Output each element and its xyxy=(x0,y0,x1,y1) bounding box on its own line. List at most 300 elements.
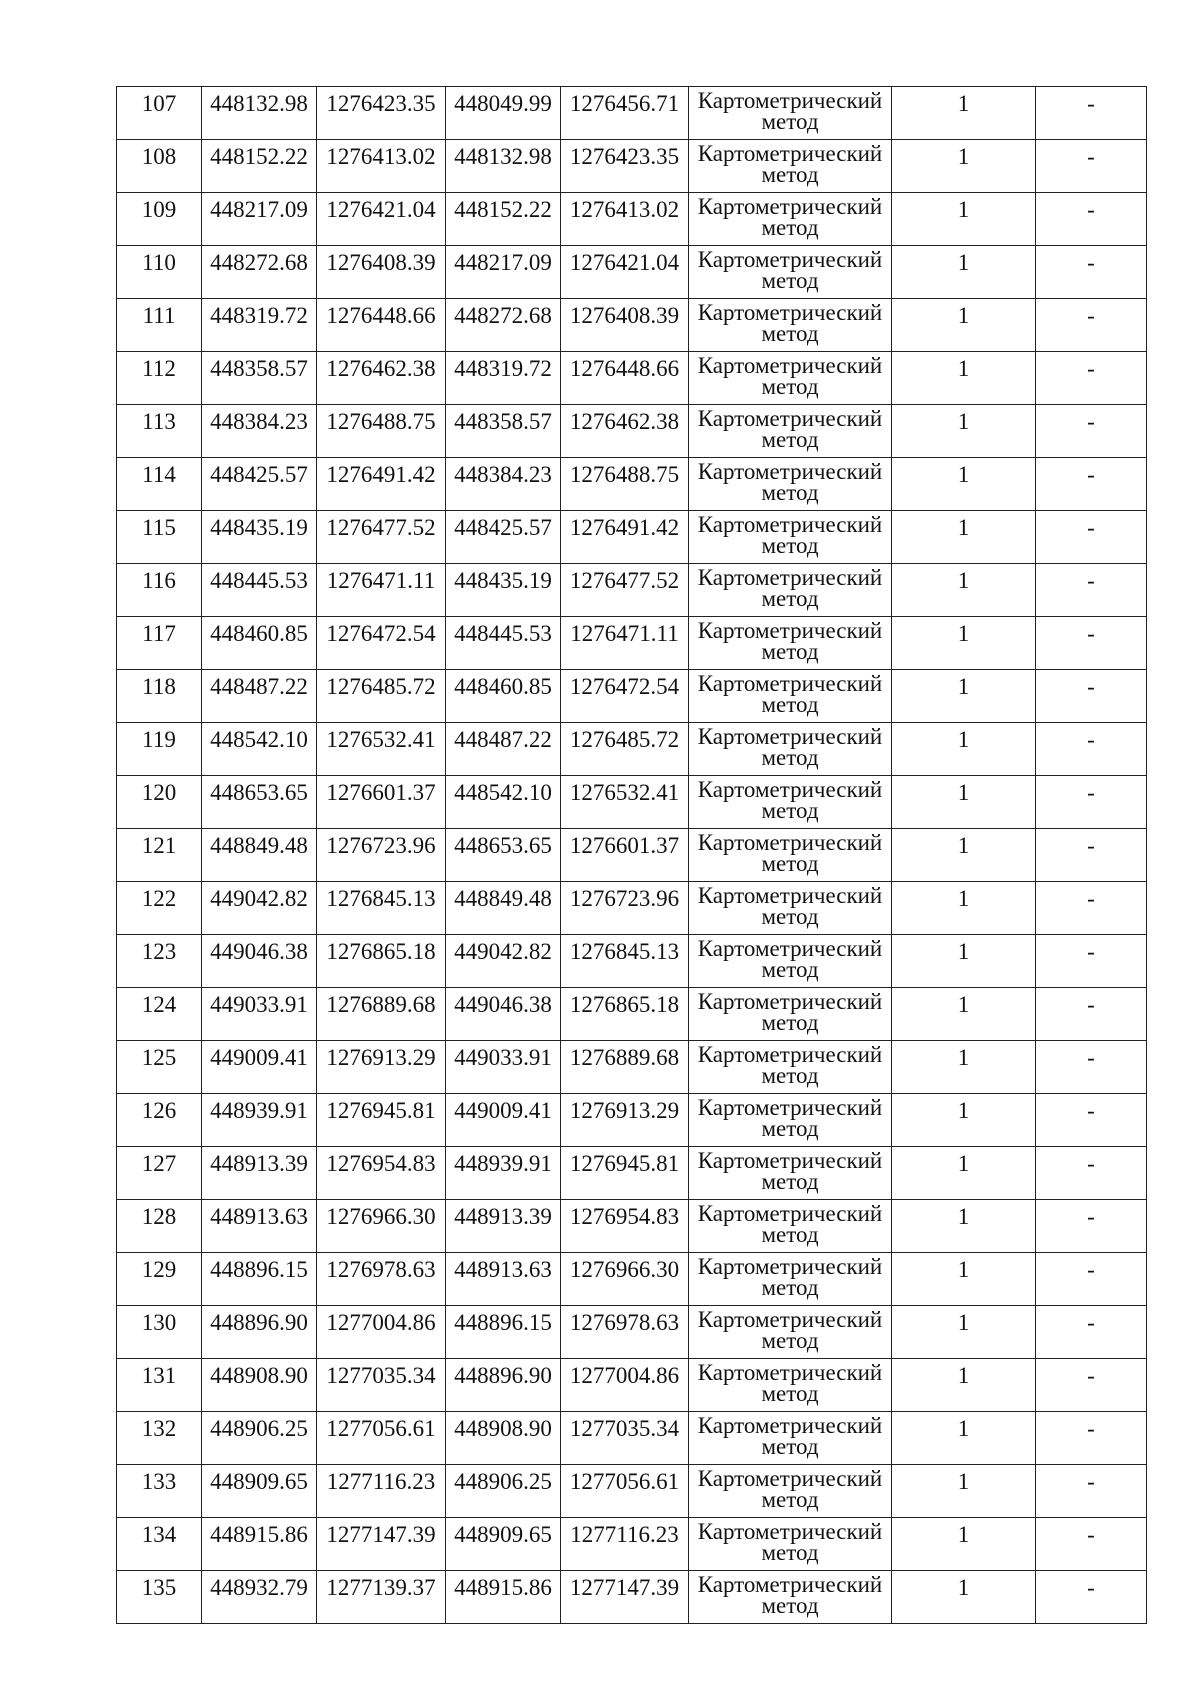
x-coordinate-cell: 449046.38 xyxy=(202,935,317,988)
note-cell: - xyxy=(1036,140,1147,193)
x-coordinate-cell: 448913.63 xyxy=(202,1200,317,1253)
table-row xyxy=(117,1200,1147,1253)
method-cell xyxy=(689,1359,892,1412)
method-cell xyxy=(689,352,892,405)
previous-x-coordinate-cell: 448358.57 xyxy=(446,405,561,458)
note-cell: - xyxy=(1036,829,1147,882)
method-cell xyxy=(689,882,892,935)
previous-y-coordinate-cell: 1276945.81 xyxy=(561,1147,689,1200)
point-number-cell: 118 xyxy=(117,670,202,723)
previous-y-coordinate-cell: 1276532.41 xyxy=(561,776,689,829)
x-coordinate-cell: 448435.19 xyxy=(202,511,317,564)
x-coordinate-cell: 448460.85 xyxy=(202,617,317,670)
method-line-2: метод xyxy=(761,162,819,187)
method-cell xyxy=(689,1306,892,1359)
point-number-cell: 123 xyxy=(117,935,202,988)
table-row xyxy=(117,1306,1147,1359)
y-coordinate-cell: 1276945.81 xyxy=(317,1094,446,1147)
note-cell: - xyxy=(1036,1200,1147,1253)
previous-y-coordinate-cell: 1277147.39 xyxy=(561,1571,689,1624)
x-coordinate-cell: 448653.65 xyxy=(202,776,317,829)
table-row xyxy=(117,1253,1147,1306)
y-coordinate-cell: 1276845.13 xyxy=(317,882,446,935)
previous-x-coordinate-cell: 448896.15 xyxy=(446,1306,561,1359)
accuracy-cell: 1 xyxy=(892,829,1036,882)
point-number-cell: 128 xyxy=(117,1200,202,1253)
note-cell: - xyxy=(1036,564,1147,617)
accuracy-cell: 1 xyxy=(892,564,1036,617)
point-number-cell: 127 xyxy=(117,1147,202,1200)
previous-x-coordinate-cell: 449009.41 xyxy=(446,1094,561,1147)
previous-x-coordinate-cell: 448913.63 xyxy=(446,1253,561,1306)
previous-x-coordinate-cell: 448849.48 xyxy=(446,882,561,935)
point-number-cell: 110 xyxy=(117,246,202,299)
accuracy-cell: 1 xyxy=(892,1306,1036,1359)
point-number-cell: 134 xyxy=(117,1518,202,1571)
method-line-1: Картометрический xyxy=(697,353,883,378)
previous-y-coordinate-cell: 1276491.42 xyxy=(561,511,689,564)
accuracy-cell: 1 xyxy=(892,617,1036,670)
previous-y-coordinate-cell: 1276485.72 xyxy=(561,723,689,776)
accuracy-cell: 1 xyxy=(892,1147,1036,1200)
accuracy-cell: 1 xyxy=(892,1041,1036,1094)
y-coordinate-cell: 1276413.02 xyxy=(317,140,446,193)
x-coordinate-cell: 448915.86 xyxy=(202,1518,317,1571)
method-line-1: Картометрический xyxy=(697,141,883,166)
note-cell: - xyxy=(1036,299,1147,352)
y-coordinate-cell: 1276889.68 xyxy=(317,988,446,1041)
previous-y-coordinate-cell: 1276413.02 xyxy=(561,193,689,246)
table-row xyxy=(117,564,1147,617)
method-line-2: метод xyxy=(761,480,819,505)
point-number-cell: 117 xyxy=(117,617,202,670)
previous-y-coordinate-cell: 1276472.54 xyxy=(561,670,689,723)
y-coordinate-cell: 1277147.39 xyxy=(317,1518,446,1571)
y-coordinate-cell: 1277116.23 xyxy=(317,1465,446,1518)
x-coordinate-cell: 448358.57 xyxy=(202,352,317,405)
method-line-2: метод xyxy=(761,427,819,452)
accuracy-cell: 1 xyxy=(892,670,1036,723)
method-cell xyxy=(689,511,892,564)
table-row xyxy=(117,352,1147,405)
x-coordinate-cell: 449033.91 xyxy=(202,988,317,1041)
previous-y-coordinate-cell: 1276462.38 xyxy=(561,405,689,458)
x-coordinate-cell: 448939.91 xyxy=(202,1094,317,1147)
accuracy-cell: 1 xyxy=(892,511,1036,564)
method-cell xyxy=(689,405,892,458)
previous-x-coordinate-cell: 448906.25 xyxy=(446,1465,561,1518)
previous-x-coordinate-cell: 448445.53 xyxy=(446,617,561,670)
point-number-cell: 109 xyxy=(117,193,202,246)
method-line-2: метод xyxy=(761,639,819,664)
x-coordinate-cell: 448896.90 xyxy=(202,1306,317,1359)
point-number-cell: 107 xyxy=(117,87,202,140)
previous-y-coordinate-cell: 1276913.29 xyxy=(561,1094,689,1147)
note-cell: - xyxy=(1036,935,1147,988)
table-row xyxy=(117,1518,1147,1571)
y-coordinate-cell: 1276472.54 xyxy=(317,617,446,670)
y-coordinate-cell: 1276966.30 xyxy=(317,1200,446,1253)
method-cell xyxy=(689,829,892,882)
previous-y-coordinate-cell: 1276477.52 xyxy=(561,564,689,617)
y-coordinate-cell: 1277035.34 xyxy=(317,1359,446,1412)
point-number-cell: 132 xyxy=(117,1412,202,1465)
accuracy-cell: 1 xyxy=(892,352,1036,405)
note-cell: - xyxy=(1036,776,1147,829)
table-row xyxy=(117,299,1147,352)
method-line-2: метод xyxy=(761,1169,819,1194)
note-cell: - xyxy=(1036,87,1147,140)
previous-x-coordinate-cell: 448939.91 xyxy=(446,1147,561,1200)
method-line-2: метод xyxy=(761,957,819,982)
method-line-2: метод xyxy=(761,798,819,823)
previous-y-coordinate-cell: 1276954.83 xyxy=(561,1200,689,1253)
table-row xyxy=(117,1412,1147,1465)
previous-x-coordinate-cell: 448913.39 xyxy=(446,1200,561,1253)
method-line-1: Картометрический xyxy=(697,300,883,325)
previous-y-coordinate-cell: 1276456.71 xyxy=(561,87,689,140)
y-coordinate-cell: 1277139.37 xyxy=(317,1571,446,1624)
method-cell xyxy=(689,564,892,617)
method-line-2: метод xyxy=(761,1063,819,1088)
method-line-1: Картометрический xyxy=(697,1042,883,1067)
previous-x-coordinate-cell: 448049.99 xyxy=(446,87,561,140)
point-number-cell: 112 xyxy=(117,352,202,405)
point-number-cell: 121 xyxy=(117,829,202,882)
point-number-cell: 119 xyxy=(117,723,202,776)
method-cell xyxy=(689,1412,892,1465)
method-cell xyxy=(689,1041,892,1094)
method-line-2: метод xyxy=(761,1487,819,1512)
previous-y-coordinate-cell: 1277035.34 xyxy=(561,1412,689,1465)
method-line-2: метод xyxy=(761,1222,819,1247)
previous-y-coordinate-cell: 1276845.13 xyxy=(561,935,689,988)
method-line-1: Картометрический xyxy=(697,989,883,1014)
previous-x-coordinate-cell: 448217.09 xyxy=(446,246,561,299)
note-cell: - xyxy=(1036,882,1147,935)
note-cell: - xyxy=(1036,1306,1147,1359)
point-number-cell: 124 xyxy=(117,988,202,1041)
point-number-cell: 130 xyxy=(117,1306,202,1359)
table-row xyxy=(117,458,1147,511)
x-coordinate-cell: 448932.79 xyxy=(202,1571,317,1624)
x-coordinate-cell: 448319.72 xyxy=(202,299,317,352)
table-row xyxy=(117,670,1147,723)
note-cell: - xyxy=(1036,458,1147,511)
method-cell xyxy=(689,776,892,829)
accuracy-cell: 1 xyxy=(892,1359,1036,1412)
method-line-2: метод xyxy=(761,109,819,134)
method-line-1: Картометрический xyxy=(697,936,883,961)
note-cell: - xyxy=(1036,405,1147,458)
method-cell xyxy=(689,458,892,511)
method-cell xyxy=(689,87,892,140)
method-cell xyxy=(689,193,892,246)
note-cell: - xyxy=(1036,617,1147,670)
y-coordinate-cell: 1276448.66 xyxy=(317,299,446,352)
note-cell: - xyxy=(1036,246,1147,299)
method-line-2: метод xyxy=(761,1116,819,1141)
y-coordinate-cell: 1276865.18 xyxy=(317,935,446,988)
table-row xyxy=(117,511,1147,564)
method-line-1: Картометрический xyxy=(697,1572,883,1597)
point-number-cell: 115 xyxy=(117,511,202,564)
accuracy-cell: 1 xyxy=(892,193,1036,246)
x-coordinate-cell: 449042.82 xyxy=(202,882,317,935)
note-cell: - xyxy=(1036,1253,1147,1306)
method-line-2: метод xyxy=(761,533,819,558)
accuracy-cell: 1 xyxy=(892,988,1036,1041)
method-line-2: метод xyxy=(761,1540,819,1565)
note-cell: - xyxy=(1036,1041,1147,1094)
method-line-2: метод xyxy=(761,268,819,293)
x-coordinate-cell: 448896.15 xyxy=(202,1253,317,1306)
note-cell: - xyxy=(1036,1412,1147,1465)
previous-y-coordinate-cell: 1276471.11 xyxy=(561,617,689,670)
previous-y-coordinate-cell: 1276423.35 xyxy=(561,140,689,193)
method-line-2: метод xyxy=(761,1275,819,1300)
accuracy-cell: 1 xyxy=(892,1200,1036,1253)
method-line-1: Картометрический xyxy=(697,1095,883,1120)
y-coordinate-cell: 1276532.41 xyxy=(317,723,446,776)
method-line-1: Картометрический xyxy=(697,1466,883,1491)
point-number-cell: 113 xyxy=(117,405,202,458)
method-line-1: Картометрический xyxy=(697,830,883,855)
previous-x-coordinate-cell: 448908.90 xyxy=(446,1412,561,1465)
previous-y-coordinate-cell: 1276978.63 xyxy=(561,1306,689,1359)
table-row xyxy=(117,776,1147,829)
x-coordinate-cell: 448425.57 xyxy=(202,458,317,511)
previous-x-coordinate-cell: 448896.90 xyxy=(446,1359,561,1412)
method-line-2: метод xyxy=(761,374,819,399)
method-line-1: Картометрический xyxy=(697,777,883,802)
method-line-2: метод xyxy=(761,692,819,717)
point-number-cell: 111 xyxy=(117,299,202,352)
method-line-1: Картометрический xyxy=(697,1148,883,1173)
table-row xyxy=(117,1147,1147,1200)
note-cell: - xyxy=(1036,670,1147,723)
previous-y-coordinate-cell: 1277116.23 xyxy=(561,1518,689,1571)
table-row xyxy=(117,829,1147,882)
method-line-1: Картометрический xyxy=(697,671,883,696)
accuracy-cell: 1 xyxy=(892,1412,1036,1465)
method-cell xyxy=(689,246,892,299)
previous-y-coordinate-cell: 1276421.04 xyxy=(561,246,689,299)
note-cell: - xyxy=(1036,988,1147,1041)
x-coordinate-cell: 448908.90 xyxy=(202,1359,317,1412)
table-body xyxy=(117,87,1147,1624)
accuracy-cell: 1 xyxy=(892,405,1036,458)
previous-x-coordinate-cell: 448319.72 xyxy=(446,352,561,405)
accuracy-cell: 1 xyxy=(892,140,1036,193)
y-coordinate-cell: 1276421.04 xyxy=(317,193,446,246)
table-row xyxy=(117,140,1147,193)
y-coordinate-cell: 1276913.29 xyxy=(317,1041,446,1094)
note-cell: - xyxy=(1036,1359,1147,1412)
accuracy-cell: 1 xyxy=(892,246,1036,299)
note-cell: - xyxy=(1036,723,1147,776)
method-cell xyxy=(689,140,892,193)
x-coordinate-cell: 448384.23 xyxy=(202,405,317,458)
y-coordinate-cell: 1276954.83 xyxy=(317,1147,446,1200)
y-coordinate-cell: 1276723.96 xyxy=(317,829,446,882)
previous-y-coordinate-cell: 1277056.61 xyxy=(561,1465,689,1518)
table-row xyxy=(117,617,1147,670)
table-row xyxy=(117,1465,1147,1518)
method-line-2: метод xyxy=(761,745,819,770)
method-line-2: метод xyxy=(761,215,819,240)
previous-x-coordinate-cell: 448487.22 xyxy=(446,723,561,776)
accuracy-cell: 1 xyxy=(892,1518,1036,1571)
method-cell xyxy=(689,670,892,723)
y-coordinate-cell: 1276601.37 xyxy=(317,776,446,829)
method-cell xyxy=(689,935,892,988)
previous-x-coordinate-cell: 448909.65 xyxy=(446,1518,561,1571)
method-cell xyxy=(689,1571,892,1624)
x-coordinate-cell: 448909.65 xyxy=(202,1465,317,1518)
method-line-2: метод xyxy=(761,1381,819,1406)
point-number-cell: 108 xyxy=(117,140,202,193)
method-line-1: Картометрический xyxy=(697,883,883,908)
note-cell: - xyxy=(1036,1094,1147,1147)
method-line-2: метод xyxy=(761,1593,819,1618)
previous-x-coordinate-cell: 448653.65 xyxy=(446,829,561,882)
table-row xyxy=(117,87,1147,140)
x-coordinate-cell: 448542.10 xyxy=(202,723,317,776)
previous-x-coordinate-cell: 448272.68 xyxy=(446,299,561,352)
note-cell: - xyxy=(1036,1518,1147,1571)
table-row xyxy=(117,723,1147,776)
note-cell: - xyxy=(1036,352,1147,405)
y-coordinate-cell: 1276485.72 xyxy=(317,670,446,723)
previous-x-coordinate-cell: 448435.19 xyxy=(446,564,561,617)
method-line-1: Картометрический xyxy=(697,459,883,484)
method-line-1: Картометрический xyxy=(697,1201,883,1226)
accuracy-cell: 1 xyxy=(892,776,1036,829)
accuracy-cell: 1 xyxy=(892,882,1036,935)
y-coordinate-cell: 1276488.75 xyxy=(317,405,446,458)
method-cell xyxy=(689,988,892,1041)
method-line-1: Картометрический xyxy=(697,194,883,219)
previous-x-coordinate-cell: 448915.86 xyxy=(446,1571,561,1624)
x-coordinate-cell: 448217.09 xyxy=(202,193,317,246)
accuracy-cell: 1 xyxy=(892,458,1036,511)
method-cell xyxy=(689,1253,892,1306)
table-row xyxy=(117,1041,1147,1094)
x-coordinate-cell: 448132.98 xyxy=(202,87,317,140)
method-line-1: Картометрический xyxy=(697,88,883,113)
point-number-cell: 122 xyxy=(117,882,202,935)
table-row xyxy=(117,1359,1147,1412)
method-line-1: Картометрический xyxy=(697,1360,883,1385)
previous-y-coordinate-cell: 1277004.86 xyxy=(561,1359,689,1412)
method-line-1: Картометрический xyxy=(697,1307,883,1332)
point-number-cell: 116 xyxy=(117,564,202,617)
point-number-cell: 114 xyxy=(117,458,202,511)
accuracy-cell: 1 xyxy=(892,935,1036,988)
note-cell: - xyxy=(1036,1465,1147,1518)
previous-y-coordinate-cell: 1276723.96 xyxy=(561,882,689,935)
y-coordinate-cell: 1276471.11 xyxy=(317,564,446,617)
table-row xyxy=(117,405,1147,458)
table-row xyxy=(117,246,1147,299)
method-cell xyxy=(689,1518,892,1571)
method-line-2: метод xyxy=(761,321,819,346)
x-coordinate-cell: 448913.39 xyxy=(202,1147,317,1200)
method-line-2: метод xyxy=(761,1010,819,1035)
method-cell xyxy=(689,723,892,776)
previous-y-coordinate-cell: 1276966.30 xyxy=(561,1253,689,1306)
accuracy-cell: 1 xyxy=(892,1571,1036,1624)
x-coordinate-cell: 448272.68 xyxy=(202,246,317,299)
table-row xyxy=(117,1571,1147,1624)
table-row xyxy=(117,1094,1147,1147)
previous-x-coordinate-cell: 448460.85 xyxy=(446,670,561,723)
accuracy-cell: 1 xyxy=(892,299,1036,352)
previous-x-coordinate-cell: 448384.23 xyxy=(446,458,561,511)
previous-y-coordinate-cell: 1276408.39 xyxy=(561,299,689,352)
previous-y-coordinate-cell: 1276865.18 xyxy=(561,988,689,1041)
y-coordinate-cell: 1277056.61 xyxy=(317,1412,446,1465)
method-cell xyxy=(689,617,892,670)
previous-y-coordinate-cell: 1276448.66 xyxy=(561,352,689,405)
previous-x-coordinate-cell: 448542.10 xyxy=(446,776,561,829)
table-row xyxy=(117,193,1147,246)
y-coordinate-cell: 1276423.35 xyxy=(317,87,446,140)
method-line-2: метод xyxy=(761,586,819,611)
previous-x-coordinate-cell: 448132.98 xyxy=(446,140,561,193)
y-coordinate-cell: 1276462.38 xyxy=(317,352,446,405)
note-cell: - xyxy=(1036,193,1147,246)
method-line-1: Картометрический xyxy=(697,1519,883,1544)
previous-y-coordinate-cell: 1276488.75 xyxy=(561,458,689,511)
previous-x-coordinate-cell: 448425.57 xyxy=(446,511,561,564)
y-coordinate-cell: 1277004.86 xyxy=(317,1306,446,1359)
previous-x-coordinate-cell: 449046.38 xyxy=(446,988,561,1041)
accuracy-cell: 1 xyxy=(892,1094,1036,1147)
accuracy-cell: 1 xyxy=(892,723,1036,776)
method-line-1: Картометрический xyxy=(697,1413,883,1438)
method-cell xyxy=(689,1465,892,1518)
note-cell: - xyxy=(1036,1147,1147,1200)
note-cell: - xyxy=(1036,1571,1147,1624)
method-line-2: метод xyxy=(761,851,819,876)
note-cell: - xyxy=(1036,511,1147,564)
y-coordinate-cell: 1276978.63 xyxy=(317,1253,446,1306)
method-line-2: метод xyxy=(761,1434,819,1459)
y-coordinate-cell: 1276408.39 xyxy=(317,246,446,299)
method-line-1: Картометрический xyxy=(697,247,883,272)
method-line-1: Картометрический xyxy=(697,565,883,590)
point-number-cell: 133 xyxy=(117,1465,202,1518)
previous-y-coordinate-cell: 1276889.68 xyxy=(561,1041,689,1094)
x-coordinate-cell: 448906.25 xyxy=(202,1412,317,1465)
method-cell xyxy=(689,299,892,352)
method-line-2: метод xyxy=(761,1328,819,1353)
x-coordinate-cell: 449009.41 xyxy=(202,1041,317,1094)
point-number-cell: 129 xyxy=(117,1253,202,1306)
x-coordinate-cell: 448487.22 xyxy=(202,670,317,723)
table-row xyxy=(117,988,1147,1041)
table-row xyxy=(117,882,1147,935)
point-number-cell: 131 xyxy=(117,1359,202,1412)
accuracy-cell: 1 xyxy=(892,1465,1036,1518)
point-number-cell: 125 xyxy=(117,1041,202,1094)
method-line-1: Картометрический xyxy=(697,406,883,431)
method-cell xyxy=(689,1147,892,1200)
x-coordinate-cell: 448152.22 xyxy=(202,140,317,193)
x-coordinate-cell: 448445.53 xyxy=(202,564,317,617)
